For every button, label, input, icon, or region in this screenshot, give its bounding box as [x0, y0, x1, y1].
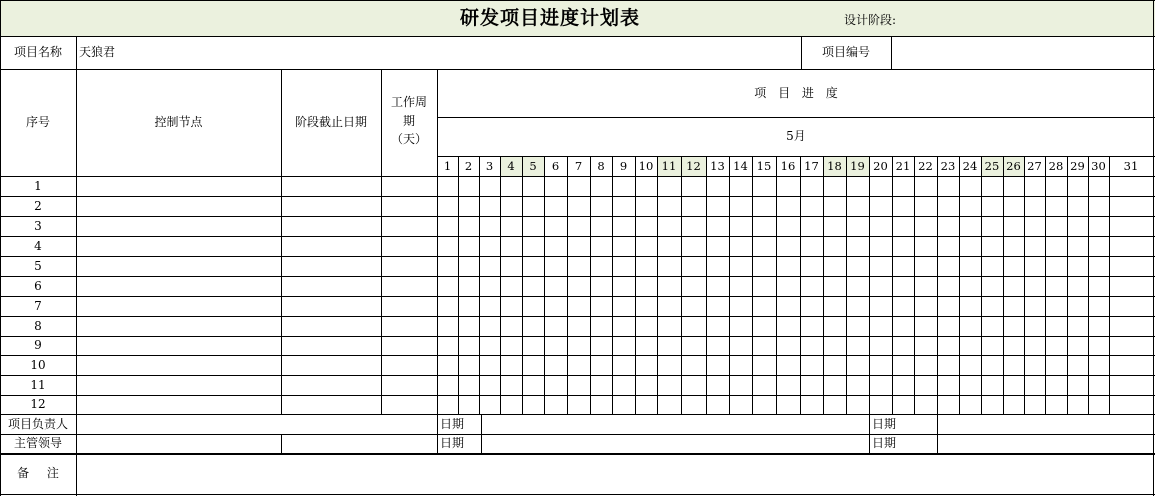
grid-line-v: [590, 156, 591, 414]
project-lead-label: 项目负责人: [7, 416, 68, 431]
grid-line-v: [914, 156, 915, 414]
remarks-field[interactable]: [76, 453, 1155, 494]
day-header-9: 9: [619, 158, 628, 173]
day-header-10: 10: [638, 158, 654, 173]
grid-line-v: [381, 69, 382, 414]
row-number-11: 11: [30, 377, 46, 392]
day-header-4: 4: [507, 158, 515, 173]
day-header-27: 27: [1027, 158, 1042, 173]
grid-line-h: [0, 36, 1155, 37]
day-header-7: 7: [574, 158, 583, 173]
grid-line-v: [567, 156, 568, 414]
day-header-22: 22: [918, 158, 933, 173]
project-name-value[interactable]: 天狼君: [79, 45, 116, 59]
page-title: 研发项目进度计划表: [459, 7, 640, 30]
row-number-2: 2: [34, 198, 42, 213]
grid-line-v: [437, 69, 438, 453]
project-number-label: 项目编号: [821, 45, 870, 59]
grid-line-v: [706, 156, 707, 414]
grid-line-v: [776, 156, 777, 414]
design-stage-label: 设计阶段:: [843, 12, 897, 27]
day-header-11: 11: [661, 158, 677, 173]
stage-deadline-header: 阶段截止日期: [294, 115, 367, 129]
grid-line-v: [1024, 156, 1025, 414]
day-header-25: 25: [984, 158, 1000, 173]
grid-line-v: [823, 156, 824, 414]
remarks-label: 备 注: [17, 466, 59, 480]
grid-line-v: [481, 414, 482, 453]
day-header-16: 16: [780, 158, 796, 173]
day-header-1: 1: [443, 158, 452, 173]
day-header-26: 26: [1006, 158, 1021, 173]
grid-line-v: [635, 156, 636, 414]
grid-line-h: [0, 414, 1155, 415]
grid-line-v: [681, 156, 682, 414]
grid-line-v: [869, 156, 870, 414]
supervisor-date-label: 日期: [440, 436, 465, 450]
control-node-header: 控制节点: [154, 115, 203, 129]
project-lead-date-label: 日期: [440, 416, 465, 431]
day-header-6: 6: [551, 158, 560, 173]
supervisor-label: 主管领导: [13, 436, 62, 450]
grid-line-v: [1003, 156, 1004, 414]
grid-line-v: [657, 156, 658, 414]
grid-line-v: [0, 0, 1, 496]
grid-line-h: [0, 434, 1155, 435]
supervisor-date-label-2: 日期: [872, 436, 897, 450]
seq-header: 序号: [25, 115, 50, 129]
grid-line-v: [800, 156, 801, 414]
grid-line-v: [1088, 156, 1089, 414]
day-header-14: 14: [733, 158, 748, 173]
day-header-31: 31: [1123, 158, 1139, 173]
day-header-8: 8: [597, 158, 605, 173]
day-header-2: 2: [464, 158, 473, 173]
grid-line-v: [76, 36, 77, 496]
day-header-15: 15: [756, 158, 772, 173]
day-header-3: 3: [485, 158, 494, 173]
grid-line-v: [544, 156, 545, 414]
grid-line-v: [801, 36, 802, 69]
grid-line-v: [752, 156, 753, 414]
grid-line-v: [458, 156, 459, 414]
day-header-29: 29: [1070, 158, 1085, 173]
day-header-21: 21: [895, 158, 911, 173]
grid-line-v: [1109, 156, 1110, 414]
row-number-5: 5: [34, 258, 42, 273]
day-header-18: 18: [827, 158, 842, 173]
grid-line-v: [729, 156, 730, 414]
work-cycle-header-line1: 工作周: [390, 94, 427, 109]
grid-line-v: [479, 156, 480, 414]
grid-line-h: [0, 453, 1155, 455]
row-number-10: 10: [30, 357, 46, 372]
grid-line-h: [0, 0, 1155, 1]
day-header-28: 28: [1048, 158, 1064, 173]
row-number-1: 1: [34, 178, 42, 193]
grid-line-h: [0, 494, 1155, 495]
work-cycle-header-line3: （天）: [390, 131, 427, 146]
project-name-label: 项目名称: [13, 45, 62, 59]
grid-line-v: [959, 156, 960, 414]
grid-line-v: [612, 156, 613, 414]
grid-line-v: [1067, 156, 1068, 414]
day-header-13: 13: [710, 158, 725, 173]
row-number-9: 9: [34, 338, 42, 352]
day-header-12: 12: [686, 158, 701, 173]
day-header-20: 20: [873, 158, 888, 173]
row-number-4: 4: [34, 238, 42, 253]
row-number-3: 3: [34, 218, 42, 233]
month-header: 5月: [786, 129, 806, 143]
grid-line-h: [437, 117, 1155, 118]
grid-line-v: [500, 156, 501, 414]
grid-line-v: [1045, 156, 1046, 414]
day-header-30: 30: [1091, 158, 1106, 173]
grid-line-v: [281, 69, 282, 414]
grid-line-v: [981, 156, 982, 414]
grid-line-v: [892, 156, 893, 414]
day-header-5: 5: [529, 158, 537, 173]
grid-line-v: [522, 156, 523, 414]
grid-line-h: [0, 69, 1155, 70]
grid-line-v: [869, 414, 870, 453]
grid-line-v: [937, 414, 938, 453]
day-header-24: 24: [962, 158, 978, 173]
grid-line-v: [1153, 0, 1154, 496]
row-number-12: 12: [30, 397, 46, 411]
day-header-23: 23: [940, 158, 956, 173]
row-number-8: 8: [34, 318, 42, 333]
day-header-19: 19: [850, 158, 865, 173]
work-cycle-header-line2: 期: [402, 113, 415, 128]
row-number-6: 6: [34, 278, 42, 293]
day-header-17: 17: [804, 158, 819, 173]
project-number-value[interactable]: [891, 36, 1155, 69]
grid-line-v: [281, 434, 282, 453]
project-lead-date-label-2: 日期: [872, 416, 897, 431]
row-number-7: 7: [34, 298, 42, 313]
grid-line-v: [937, 156, 938, 414]
grid-line-v: [846, 156, 847, 414]
grid-line-v: [891, 36, 892, 69]
progress-header: 项 目 进 度: [754, 85, 838, 100]
